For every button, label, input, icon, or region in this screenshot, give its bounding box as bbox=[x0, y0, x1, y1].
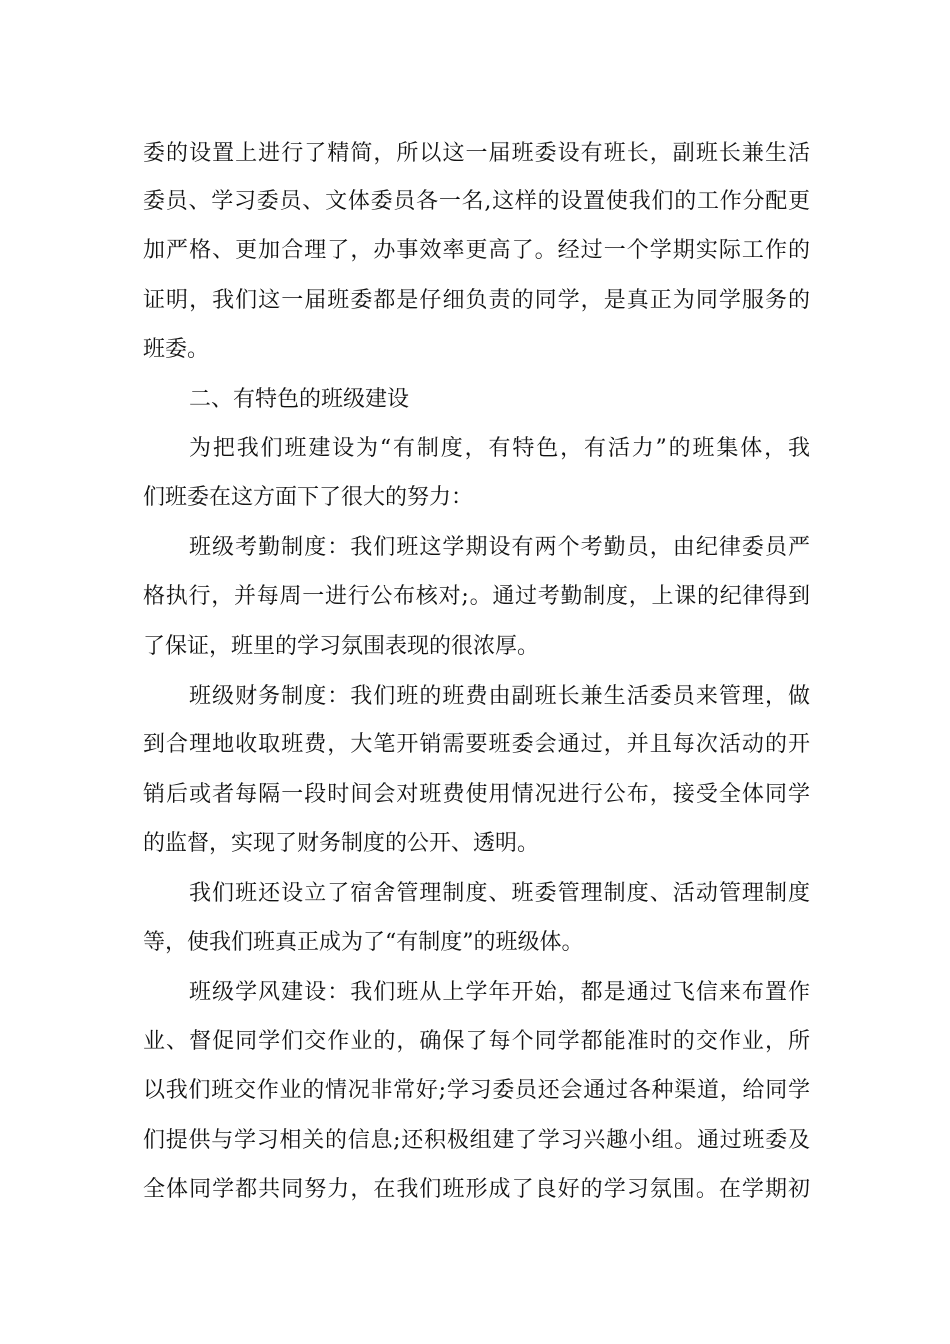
text-line: 委员、学习委员、文体委员各一名,这样的设置使我们的工作分配更 bbox=[143, 189, 810, 214]
text-line: 证明，我们这一届班委都是仔细负责的同学，是真正为同学服务的 bbox=[143, 288, 810, 313]
text-line: 等，使我们班真正成为了“有制度”的班级体。 bbox=[143, 930, 584, 955]
text-line: 业、督促同学们交作业的，确保了每个同学都能准时的交作业，所 bbox=[143, 1029, 810, 1054]
text-line: 了保证，班里的学习氛围表现的很浓厚。 bbox=[143, 634, 540, 659]
text-line: 到合理地收取班费，大笔开销需要班委会通过，并且每次活动的开 bbox=[143, 732, 810, 757]
text-line: 销后或者每隔一段时间会对班费使用情况进行公布，接受全体同学 bbox=[143, 782, 810, 807]
text-line: 班级学风建设：我们班从上学年开始，都是通过飞信来布置作 bbox=[189, 980, 810, 1005]
text-line: 们提供与学习相关的信息;还积极组建了学习兴趣小组。通过班委及 bbox=[143, 1128, 810, 1153]
text-line: 全体同学都共同努力，在我们班形成了良好的学习氛围。在学期初 bbox=[143, 1177, 810, 1202]
text-line: 班级考勤制度：我们班这学期设有两个考勤员，由纪律委员严 bbox=[189, 535, 810, 560]
text-line: 以我们班交作业的情况非常好;学习委员还会通过各种渠道，给同学 bbox=[143, 1078, 810, 1103]
section-heading: 二、有特色的班级建设 bbox=[189, 387, 410, 412]
text-line: 我们班还设立了宿舍管理制度、班委管理制度、活动管理制度 bbox=[189, 881, 810, 906]
text-line: 格执行，并每周一进行公布核对;。通过考勤制度，上课的纪律得到 bbox=[143, 584, 810, 609]
text-line: 班级财务制度：我们班的班费由副班长兼生活委员来管理，做 bbox=[189, 684, 810, 709]
text-line: 加严格、更加合理了，办事效率更高了。经过一个学期实际工作的 bbox=[143, 238, 810, 263]
text-line: 的监督，实现了财务制度的公开、透明。 bbox=[143, 831, 540, 856]
text-line: 班委。 bbox=[143, 337, 210, 362]
text-line: 委的设置上进行了精简，所以这一届班委设有班长，副班长兼生活 bbox=[143, 141, 810, 166]
text-line: 为把我们班建设为“有制度，有特色，有活力”的班集体，我 bbox=[189, 436, 810, 461]
text-line: 们班委在这方面下了很大的努力： bbox=[143, 485, 474, 510]
